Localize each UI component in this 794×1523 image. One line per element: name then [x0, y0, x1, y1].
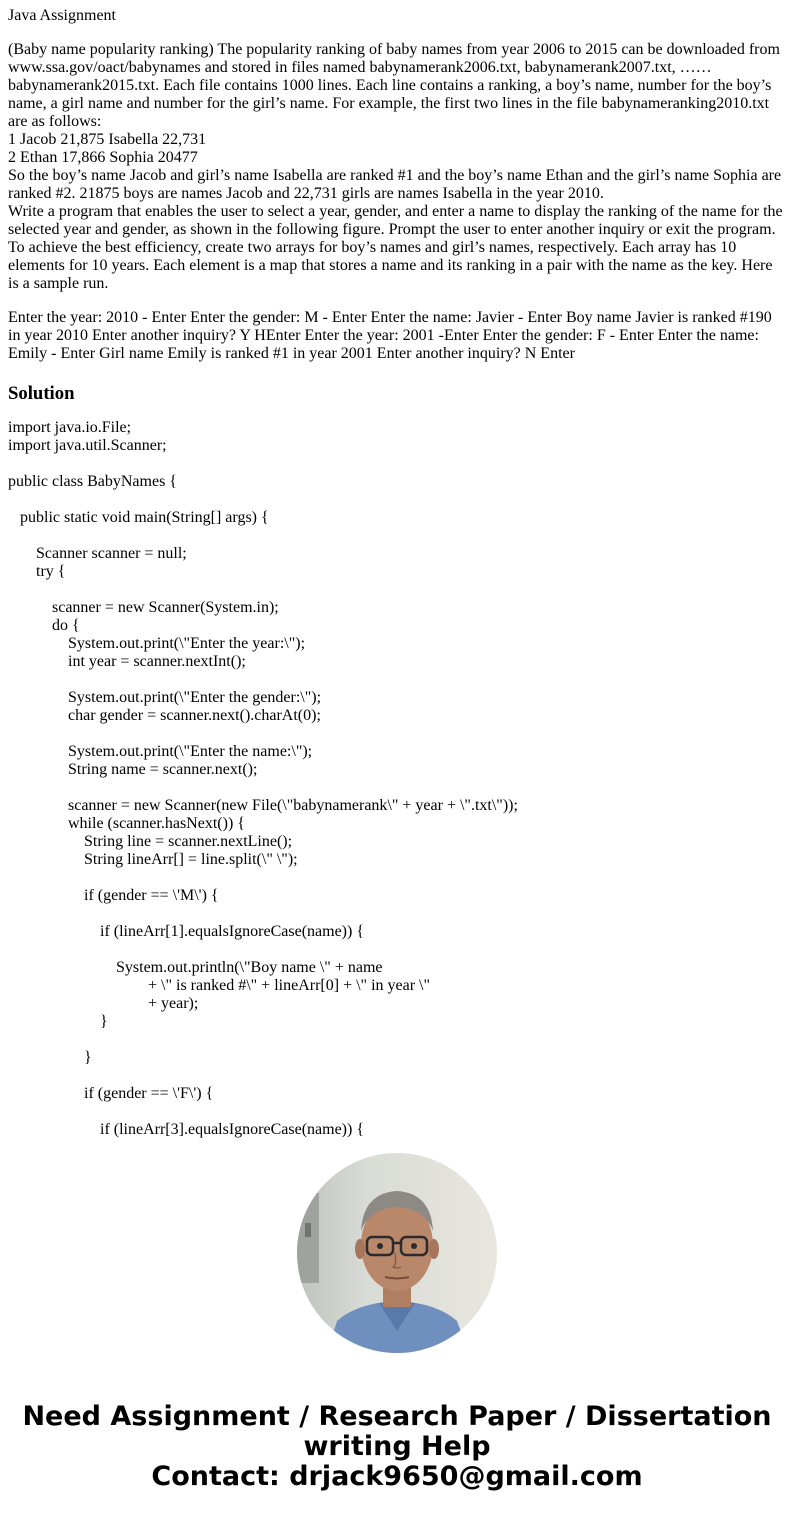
code-line: import java.util.Scanner;	[8, 437, 167, 454]
code-line: }	[8, 1013, 108, 1030]
question-paragraph	[8, 41, 786, 293]
code-block	[8, 419, 786, 1139]
code-line	[8, 1103, 786, 1121]
question-line: (Baby name popularity ranking) The popularity ranking of baby names from year 2006 to 2015 can be downloaded from	[8, 41, 780, 58]
question-line: is a sample run.	[8, 275, 109, 292]
code-line	[8, 779, 786, 797]
question-line: ranked #2. 21875 boys are names Jacob and 22,731 girls are names Isabella in the year 2010.	[8, 185, 604, 202]
code-line: if (lineArr[3].equalsIgnoreCase(name)) {	[8, 1121, 365, 1138]
page-title: Java Assignment	[8, 7, 116, 24]
code-line: char gender = scanner.next().charAt(0);	[8, 707, 321, 724]
question-line: Write a program that enables the user to select a year, gender, and enter a name to display the ranking of the name for the	[8, 203, 783, 220]
code-line	[8, 491, 786, 509]
promo-line: writing Help	[303, 1431, 491, 1462]
code-line: Scanner scanner = null;	[8, 545, 187, 562]
code-line: import java.io.File;	[8, 419, 132, 436]
code-line: scanner = new Scanner(System.in);	[8, 599, 279, 616]
sample-line: in year 2010 Enter another inquiry? Y HEnter Enter the year: 2001 -Enter Enter the gender: F - Enter Enter the name:	[8, 327, 759, 344]
code-line	[8, 905, 786, 923]
code-line	[8, 671, 786, 689]
code-line: System.out.print(\"Enter the name:\");	[8, 743, 313, 760]
code-line	[8, 527, 786, 545]
code-line: System.out.println(\"Boy name \" + name	[8, 959, 383, 976]
code-line: }	[8, 1049, 92, 1066]
code-line: int year = scanner.nextInt();	[8, 653, 246, 670]
document-body	[8, 7, 786, 1139]
question-line: To achieve the best efficiency, create two arrays for boy’s names and girl’s names, respectively. Each array has 10	[8, 239, 737, 256]
code-line	[8, 1067, 786, 1085]
solution-heading: Solution	[8, 383, 75, 404]
question-line: name, a girl name and number for the girl’s name. For example, the first two lines in the file babynameranking2010.txt	[8, 95, 770, 112]
code-line: public class BabyNames {	[8, 473, 177, 490]
promo-contact: Contact: drjack9650@gmail.com	[151, 1461, 643, 1492]
code-line: + year);	[8, 995, 199, 1012]
question-line: babynamerank2015.txt. Each file contains 1000 lines. Each line contains a ranking, a boy’s name, number for the boy’s	[8, 77, 772, 94]
code-line: if (lineArr[1].equalsIgnoreCase(name)) {	[8, 923, 365, 940]
code-line: String lineArr[] = line.split(\" \");	[8, 851, 298, 868]
question-line: www.ssa.gov/oact/babynames and stored in files named babynamerank2006.txt, babynamerank2007.txt, ……	[8, 59, 712, 76]
code-line	[8, 941, 786, 959]
code-line: String name = scanner.next();	[8, 761, 258, 778]
code-line: scanner = new Scanner(new File(\"babynamerank\" + year + \".txt\"));	[8, 797, 518, 814]
code-line: System.out.print(\"Enter the year:\");	[8, 635, 306, 652]
code-line: if (gender == \'M\') {	[8, 887, 219, 904]
sample-line: Emily - Enter Girl name Emily is ranked #1 in year 2001 Enter another inquiry? N Enter	[8, 345, 575, 362]
sample-run-paragraph	[8, 309, 786, 363]
author-photo	[297, 1153, 497, 1353]
question-line: elements for 10 years. Each element is a map that stores a name and its ranking in a pair with the name as the key. Here	[8, 257, 773, 274]
question-line: So the boy’s name Jacob and girl’s name Isabella are ranked #1 and the boy’s name Ethan and the girl’s name Sophia are	[8, 167, 782, 184]
code-line: public static void main(String[] args) {	[8, 509, 269, 526]
code-line	[8, 869, 786, 887]
code-line	[8, 581, 786, 599]
promo-line: Need Assignment / Research Paper / Dissertation	[22, 1401, 772, 1432]
code-line	[8, 725, 786, 743]
author-photo-illustration	[297, 1153, 497, 1353]
promo-banner	[0, 1402, 794, 1492]
code-line	[8, 1031, 786, 1049]
code-line: String line = scanner.nextLine();	[8, 833, 293, 850]
question-line: are as follows:	[8, 113, 102, 130]
code-line: System.out.print(\"Enter the gender:\");	[8, 689, 322, 706]
code-line: do {	[8, 617, 80, 634]
sample-line: Enter the year: 2010 - Enter Enter the gender: M - Enter Enter the name: Javier - Enter Boy name Javier is ranked #190	[8, 309, 772, 326]
question-line: selected year and gender, as shown in the following figure. Prompt the user to enter another inquiry or exit the program.	[8, 221, 776, 238]
code-line: try {	[8, 563, 66, 580]
code-line: + \" is ranked #\" + lineArr[0] + \" in year \"	[8, 977, 431, 994]
question-line: 1 Jacob 21,875 Isabella 22,731	[8, 131, 207, 148]
code-line: while (scanner.hasNext()) {	[8, 815, 245, 832]
code-line	[8, 455, 786, 473]
code-line: if (gender == \'F\') {	[8, 1085, 214, 1102]
question-line: 2 Ethan 17,866 Sophia 20477	[8, 149, 198, 166]
